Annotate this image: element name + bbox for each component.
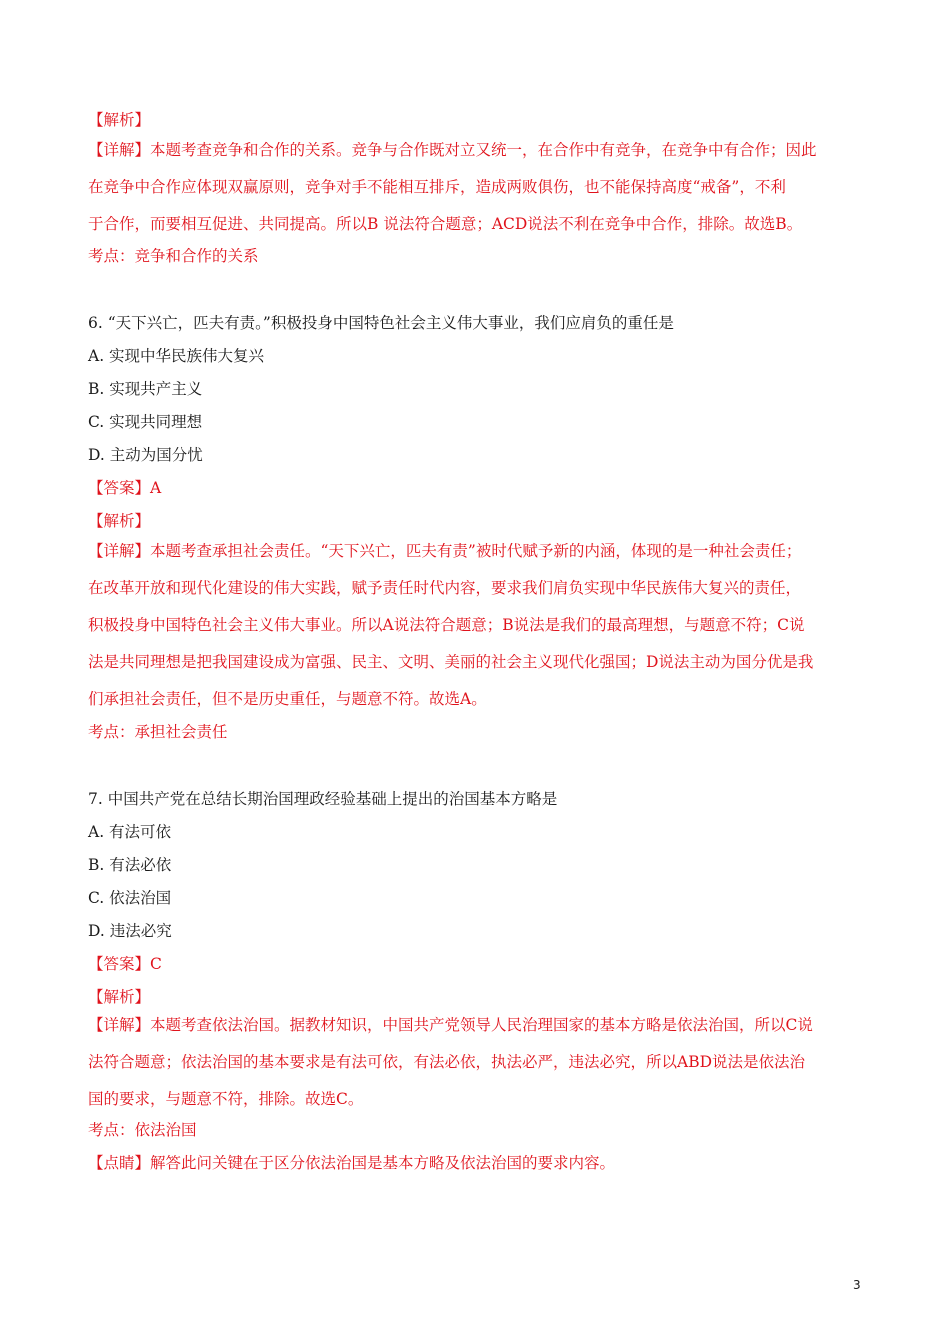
detail-row: 在改革开放和现代化建设的伟大实践，赋予责任时代内容，要求我们肩负实现中华民族伟大复兴的责任，: [88, 579, 802, 597]
dianjing: 【点睛】解答此问关键在于区分依法治国是基本方略及依法治国的要求内容。: [88, 1154, 616, 1172]
question-7: [88, 789, 866, 1173]
detail-explanation: [88, 533, 866, 718]
page-number: 3: [853, 1278, 861, 1292]
question-text: 7. 中国共产党在总结长期治国理政经验基础上提出的治国基本方略是: [88, 790, 558, 808]
option-a: A. 实现中华民族伟大复兴: [88, 347, 265, 365]
answer: 【答案】A: [88, 479, 162, 497]
detail-explanation: [88, 1007, 866, 1118]
question-5-tail: [88, 110, 866, 266]
document-page: [88, 110, 866, 1173]
detail-explanation: [88, 132, 866, 243]
option-b: B. 实现共产主义: [88, 380, 203, 398]
detail-row: 【详解】本题考查承担社会责任。“天下兴亡，匹夫有责”被时代赋予新的内涵，体现的是一种社会责任；: [88, 542, 802, 560]
option-b: B. 有法必依: [88, 856, 172, 874]
option-c: C. 实现共同理想: [88, 413, 203, 431]
analysis-label: 【解析】: [88, 512, 151, 530]
question-text: 6. “天下兴亡，匹夫有责。”积极投身中国特色社会主义伟大事业，我们应肩负的重任是: [88, 314, 674, 332]
kaodian: 考点：竞争和合作的关系: [88, 247, 259, 265]
option-a: A. 有法可依: [88, 823, 172, 841]
option-d: D. 主动为国分忧: [88, 446, 203, 464]
analysis-label: 【解析】: [88, 988, 151, 1006]
detail-row: 国的要求，与题意不符，排除。故选C。: [88, 1090, 364, 1108]
detail-row: 【详解】本题考查竞争和合作的关系。竞争与合作既对立又统一，在合作中有竞争，在竞争中有合作；因此: [88, 141, 817, 159]
detail-row: 法是共同理想是把我国建设成为富强、民主、文明、美丽的社会主义现代化强国；D说法主动为国分优是我: [88, 653, 814, 671]
kaodian: 考点：承担社会责任: [88, 723, 228, 741]
detail-row: 在竞争中合作应体现双赢原则，竞争对手不能相互排斥，造成两败俱伤，也不能保持高度“戒备”，不利: [88, 178, 786, 196]
analysis-label: 【解析】: [88, 111, 151, 129]
question-6: [88, 313, 866, 742]
option-c: C. 依法治国: [88, 889, 172, 907]
answer: 【答案】C: [88, 955, 162, 973]
detail-row: 们承担社会责任，但不是历史重任，与题意不符。故选A。: [88, 690, 487, 708]
detail-row: 于合作，而要相互促进、共同提高。所以B 说法符合题意；ACD说法不利在竞争中合作，排除。故选B。: [88, 215, 803, 233]
detail-row: 积极投身中国特色社会主义伟大事业。所以A说法符合题意；B说法是我们的最高理想，与题意不符；C说: [88, 616, 805, 634]
detail-row: 法符合题意；依法治国的基本要求是有法可依，有法必依，执法必严，违法必究，所以ABD说法是依法治: [88, 1053, 806, 1071]
option-d: D. 违法必究: [88, 922, 172, 940]
kaodian: 考点：依法治国: [88, 1121, 197, 1139]
detail-row: 【详解】本题考查依法治国。据教材知识，中国共产党领导人民治理国家的基本方略是依法治国，所以C说: [88, 1016, 813, 1034]
